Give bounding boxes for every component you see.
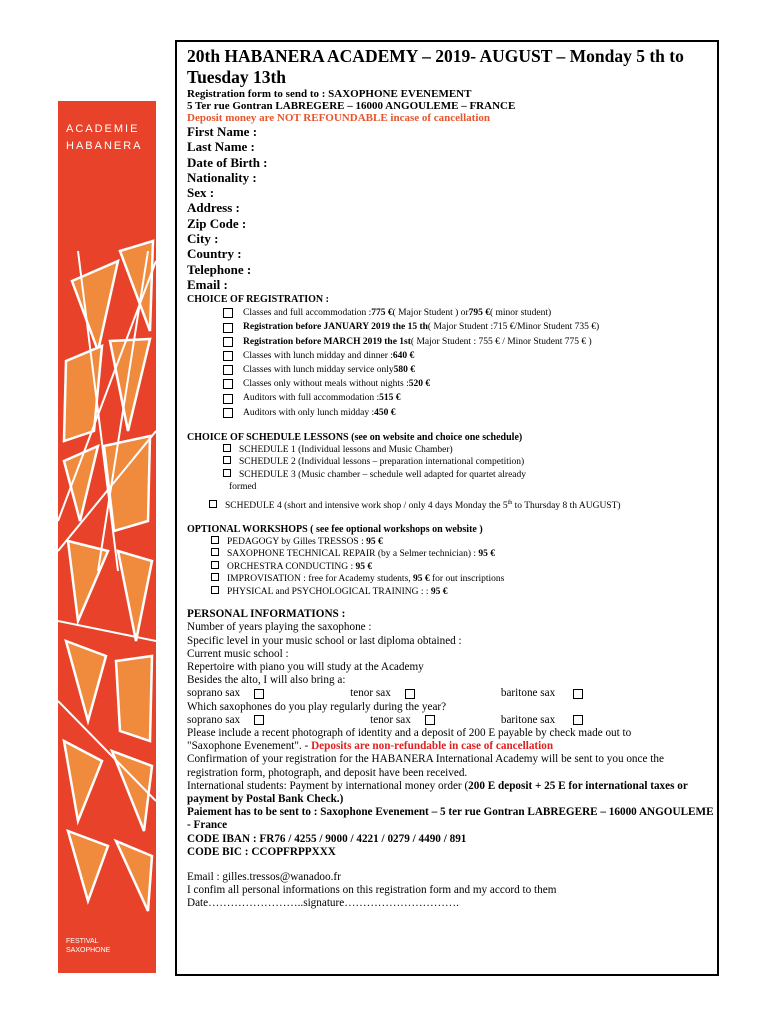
schedule-option-3[interactable]: SCHEDULE 3 (Music chamber – schedule well adapted for quartet already bbox=[223, 469, 717, 481]
field-city[interactable]: City : bbox=[187, 231, 219, 247]
checkbox[interactable] bbox=[211, 573, 219, 581]
bic-code: CODE BIC : CCOPFRPPXXX bbox=[187, 845, 336, 858]
checkbox-bring-tenor[interactable] bbox=[405, 689, 415, 699]
schedule-option-4[interactable]: SCHEDULE 4 (short and intensive work shop / only 4 days Monday the 5th to Thursday 8 th AUGUST) bbox=[187, 497, 717, 513]
registration-options bbox=[187, 306, 717, 420]
bring-sax-row: soprano sax tenor sax baritone sax bbox=[187, 687, 717, 700]
festival-logo bbox=[66, 937, 150, 955]
banner-title-line1: ACADEMIE bbox=[66, 123, 140, 135]
checkbox-play-tenor[interactable] bbox=[425, 715, 435, 725]
registration-form bbox=[187, 46, 717, 911]
field-last-name[interactable]: Last Name : bbox=[187, 139, 255, 155]
registration-option[interactable]: Classes only without meals without nights : 520 € bbox=[223, 377, 717, 391]
schedule-option-1[interactable]: SCHEDULE 1 (Individual lessons and Music Chamber) bbox=[223, 444, 717, 456]
banner-title-line2: HABANERA bbox=[66, 140, 143, 152]
field-sex[interactable]: Sex : bbox=[187, 185, 215, 201]
academy-banner bbox=[58, 101, 156, 973]
field-country[interactable]: Country : bbox=[187, 246, 242, 262]
workshop-option[interactable]: ORCHESTRA CONDUCTING : 95 € bbox=[211, 561, 717, 573]
contact-email[interactable]: Email : gilles.tressos@wanadoo.fr bbox=[187, 870, 341, 883]
registration-option[interactable]: Registration before JANUARY 2019 the 15 th ( Major Student :715 €/Minor Student 735 €) bbox=[223, 320, 717, 334]
registration-option[interactable]: Registration before MARCH 2019 the 1st ( Major Student : 755 € / Minor Student 775 € ) bbox=[223, 335, 717, 349]
schedule-option-2[interactable]: SCHEDULE 2 (Individual lessons – preparation international competition) bbox=[223, 456, 717, 468]
send-to-line: Registration form to send to : SAXOPHONE EVENEMENT bbox=[187, 88, 472, 100]
registration-heading: CHOICE OF REGISTRATION : bbox=[187, 294, 329, 306]
checkbox[interactable] bbox=[223, 351, 233, 361]
form-title: 20th HABANERA ACADEMY – 2019- AUGUST – Monday 5 th to Tuesday 13th bbox=[187, 46, 684, 87]
send-address: 5 Ter rue Gontran LABREGERE – 16000 ANGOULEME – FRANCE bbox=[187, 100, 516, 112]
checkbox[interactable] bbox=[211, 536, 219, 544]
personal-heading: PERSONAL INFORMATIONS : bbox=[187, 608, 346, 621]
checkbox[interactable] bbox=[223, 379, 233, 389]
field-telephone[interactable]: Telephone : bbox=[187, 261, 252, 277]
confirmation-note: Confirmation of your registration for the HABANERA International Academy will be sent to you once the registration form, photograph, and deposit have been received. bbox=[187, 753, 664, 779]
years-playing[interactable]: Number of years playing the saxophone : bbox=[187, 621, 372, 634]
checkbox[interactable] bbox=[223, 337, 233, 347]
checkbox-bring-soprano[interactable] bbox=[254, 689, 264, 699]
checkbox[interactable] bbox=[223, 394, 233, 404]
photo-instructions-2: "Saxophone Evenement". - Deposits are non-refundable in case of cancellation bbox=[187, 740, 554, 753]
schedule-heading: CHOICE OF SCHEDULE LESSONS (see on website and choice one schedule) bbox=[187, 431, 523, 443]
checkbox[interactable] bbox=[223, 323, 233, 333]
sunburst-graphic bbox=[58, 101, 156, 973]
play-sax-row: soprano sax tenor sax baritone sax bbox=[187, 714, 717, 727]
field-email[interactable]: Email : bbox=[187, 276, 228, 292]
checkbox[interactable] bbox=[223, 444, 231, 452]
schedule-options bbox=[187, 444, 717, 494]
registration-option[interactable]: Classes and full accommodation : 775 € ( Major Student ) or 795 € ( minor student) bbox=[223, 306, 717, 320]
checkbox-play-baritone[interactable] bbox=[573, 715, 583, 725]
registration-option[interactable]: Classes with lunch midday and dinner : 640 € bbox=[223, 349, 717, 363]
checkbox[interactable] bbox=[223, 308, 233, 318]
checkbox[interactable] bbox=[211, 586, 219, 594]
registration-option[interactable]: Auditors with only lunch midday : 450 € bbox=[223, 406, 717, 420]
international-payment: International students: Payment by international money order (200 E deposit + 25 E for international taxes or payment by Postal Bank Check.) bbox=[187, 779, 688, 805]
current-school[interactable]: Current music school : bbox=[187, 647, 289, 660]
schedule-option-3-cont: formed bbox=[229, 482, 257, 493]
workshop-option[interactable]: IMPROVISATION : free for Academy students, 95 € for out inscriptions bbox=[211, 573, 717, 585]
festival-logo-line2: SAXOPHONE bbox=[66, 947, 111, 954]
iban-code: CODE IBAN : FR76 / 4255 / 9000 / 4221 / 0279 / 4490 / 891 bbox=[187, 832, 467, 845]
photo-instructions: Please include a recent photograph of identity and a deposit of 200 E payable by check made out to bbox=[187, 726, 632, 739]
registration-option[interactable]: Auditors with full accommodation : 515 € bbox=[223, 391, 717, 405]
banner-logo-text bbox=[66, 121, 150, 155]
workshop-option[interactable]: PEDAGOGY by Gilles TRESSOS : 95 € bbox=[211, 536, 717, 548]
checkbox[interactable] bbox=[223, 456, 231, 464]
checkbox[interactable] bbox=[223, 365, 233, 375]
checkbox[interactable] bbox=[211, 561, 219, 569]
field-zip-code[interactable]: Zip Code : bbox=[187, 215, 247, 231]
date-signature[interactable]: Date……………………..signature…………………………. bbox=[187, 897, 459, 910]
repertoire[interactable]: Repertoire with piano you will study at the Academy bbox=[187, 660, 424, 673]
checkbox-play-soprano[interactable] bbox=[254, 715, 264, 725]
registration-option[interactable]: Classes with lunch midday service only 580 € bbox=[223, 363, 717, 377]
consent-statement: I confim all personal informations on this registration form and my accord to them bbox=[187, 884, 557, 897]
checkbox[interactable] bbox=[209, 500, 217, 508]
personal-fields bbox=[187, 124, 717, 292]
field-date-of-birth[interactable]: Date of Birth : bbox=[187, 154, 268, 170]
workshop-option[interactable]: SAXOPHONE TECHNICAL REPAIR (by a Selmer technician) : 95 € bbox=[211, 548, 717, 560]
festival-logo-line1: FESTIVAL bbox=[66, 938, 99, 945]
besides-alto: Besides the alto, I will also bring a: bbox=[187, 674, 346, 687]
which-sax: Which saxophones do you play regularly during the year? bbox=[187, 700, 447, 713]
workshop-options bbox=[187, 536, 717, 598]
workshops-heading: OPTIONAL WORKSHOPS ( see fee optional workshops on website ) bbox=[187, 524, 483, 536]
field-address[interactable]: Address : bbox=[187, 200, 240, 216]
checkbox[interactable] bbox=[223, 469, 231, 477]
deposit-warning: Deposit money are NOT REFOUNDABLE incase of cancellation bbox=[187, 112, 490, 124]
payment-address: Paiement has to be sent to : Saxophone Evenement – 5 ter rue Gontran LABREGERE – 16000 ANGOULEME - France bbox=[187, 806, 714, 832]
field-nationality[interactable]: Nationality : bbox=[187, 169, 257, 185]
checkbox-bring-baritone[interactable] bbox=[573, 689, 583, 699]
specific-level[interactable]: Specific level in your music school or last diploma obtained : bbox=[187, 634, 462, 647]
workshop-option[interactable]: PHYSICAL and PSYCHOLOGICAL TRAINING : : 95 € bbox=[211, 586, 717, 598]
checkbox[interactable] bbox=[223, 408, 233, 418]
checkbox[interactable] bbox=[211, 548, 219, 556]
field-first-name[interactable]: First Name : bbox=[187, 124, 258, 139]
